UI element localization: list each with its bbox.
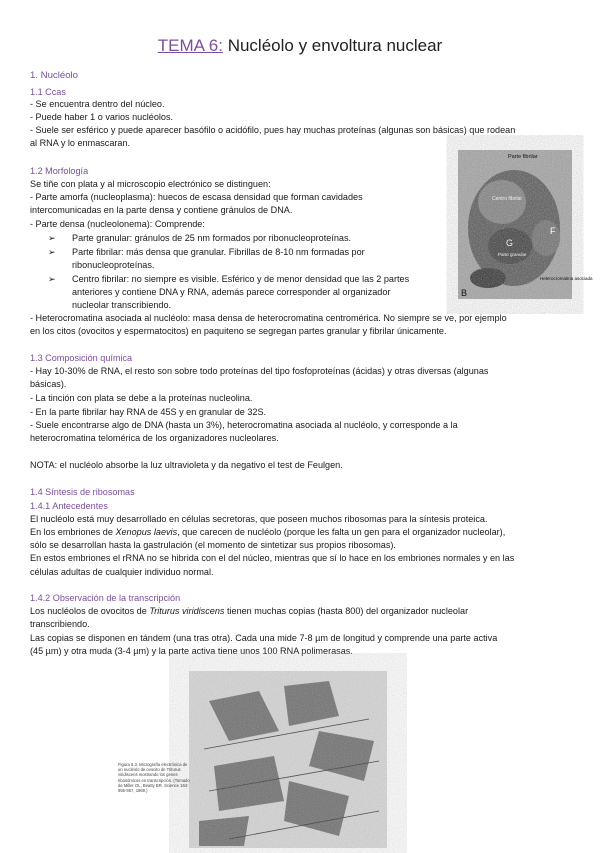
heading-antecedentes: 1.4.1 Antecedentes xyxy=(30,501,108,511)
text-line: básicas). xyxy=(30,379,67,389)
text-line: (45 µm) y otra muda (3-4 µm) y la parte activa tiene unos 100 RNA polimerasas. xyxy=(30,646,353,656)
text-line: En estos embriones el rRNA no se hibrida con el del núcleo, mientras que sí lo hace en los embriones normales y en las xyxy=(30,553,515,563)
label-f: F xyxy=(550,226,556,236)
text-line: transcribiendo. xyxy=(30,619,90,629)
note-line: NOTA: el nucléolo absorbe la luz ultravioleta y da negativo el test de Feulgen. xyxy=(30,460,343,470)
label-granular: Parte granular xyxy=(498,252,527,257)
text-line: - Parte densa (nucleolonema): Comprende: xyxy=(30,219,205,229)
text-line: Se tiñe con plata y al microscopio electrónico se distinguen: xyxy=(30,179,271,189)
heading-composicion: 1.3 Composición química xyxy=(30,353,133,363)
nucleolus-micrograph xyxy=(458,150,593,299)
label-g: G xyxy=(506,238,514,248)
arrow-bullet-icon: ➢ xyxy=(48,247,56,257)
text-line: Los nucléolos de ovocitos de Triturus viridiscens tienen muchas copias (hasta 800) del organizador nucleolar xyxy=(30,606,469,616)
text-line: sólo se desarrollan hasta la gastrulación (el momento de sintetizar sus propios ribosomas). xyxy=(30,540,396,550)
text-line: heterocromatina telomérica de los organizadores nucleolares. xyxy=(30,433,279,443)
text-line: El nucléolo está muy desarrollado en células secretoras, que poseen muchos ribosomas para la síntesis proteica. xyxy=(30,514,488,524)
transcription-micrograph xyxy=(189,671,387,848)
heading-nucleolo: 1. Nucléolo xyxy=(30,70,78,81)
text-line: - Heterocromatina asociada al nucléolo: masa densa de heterocromatina centromérica. No siempre se ve, por ejemplo xyxy=(30,313,507,323)
label-centro: Centro fibrilar xyxy=(492,196,523,202)
title-number: TEMA 6: xyxy=(157,36,223,55)
text-line: anteriores y contiene DNA y RNA, además parece corresponder al organizador xyxy=(72,287,391,297)
text-line: - Hay 10-30% de RNA, el resto son sobre todo proteínas del tipo fosfoproteínas (ácidas) y otras diversas (algunas xyxy=(30,366,489,376)
species-name: Xenopus laevis xyxy=(115,527,178,537)
text-line: - Se encuentra dentro del núcleo. xyxy=(30,99,165,109)
arrow-bullet-icon: ➢ xyxy=(48,233,56,243)
title-text: Nucléolo y envoltura nuclear xyxy=(222,36,443,55)
arrow-bullet-icon: ➢ xyxy=(48,274,56,284)
figure-caption: Figura 6.3. Micrografía electrónica de un nucléolo de ovocito de Triturus viridiscens mostrando los genes ribosómicos en transcripción. (Tomado de Miller OL, Beatty BR. Science 164: 955-957, 1969.) xyxy=(118,762,190,794)
text-line: - Suele ser esférico y puede aparecer basófilo o acidófilo, pues hay muchas proteínas (algunas son básicas) que rodean xyxy=(30,125,516,135)
text-line: en los citos (ovocitos y espermatocitos) en paquiteno se segregan partes granular y fibrilar únicamente. xyxy=(30,326,447,336)
label-fibrillar: Parte fibrilar xyxy=(508,154,538,160)
text-line: En los embriones de Xenopus laevis, que carecen de nucléolo (porque les falta un gen para el organizador nucleolar), xyxy=(30,527,506,537)
bullet-item: ➢ Parte granular: gránulos de 25 nm formados por ribonucleoproteínas. xyxy=(48,233,352,243)
text-line: - Parte amorfa (nucleoplasma): huecos de escasa densidad que forman cavidades xyxy=(30,192,363,202)
label-b: B xyxy=(461,288,468,298)
heading-sintesis: 1.4 Síntesis de ribosomas xyxy=(30,487,135,497)
text-line: al RNA y lo enmascaran. xyxy=(30,138,131,148)
bullet-item: ➢ Centro fibrilar: no siempre es visible. Esférico y de menor densidad que las 2 partes xyxy=(48,274,410,284)
label-hetero: Heterocromatina asociada xyxy=(540,276,593,281)
text-line: - La tinción con plata se debe a la proteínas nucleolina. xyxy=(30,393,253,403)
species-name: Triturus viridiscens xyxy=(149,606,225,616)
heading-ccas: 1.1 Ccas xyxy=(30,87,66,97)
text-line: Las copias se disponen en tándem (una tras otra). Cada una mide 7-8 µm de longitud y comprende una parte activa xyxy=(30,633,498,643)
heading-observacion: 1.4.2 Observación de la transcripción xyxy=(30,593,181,603)
text-line: - Suele encontrarse algo de DNA (hasta un 3%), heterocromatina asociada al nucléolo, y corresponde a la xyxy=(30,420,458,430)
heading-morfologia: 1.2 Morfología xyxy=(30,166,89,176)
text-line: - En la parte fibrilar hay RNA de 45S y en granular de 32S. xyxy=(30,407,267,417)
text-line: intercomunicadas en la parte densa y contiene gránulos de DNA. xyxy=(30,205,293,215)
bullet-item: ➢ Parte fibrilar: más densa que granular. Fibrillas de 8-10 nm formadas por xyxy=(48,247,365,257)
text-line: - Puede haber 1 o varios nucléolos. xyxy=(30,112,174,122)
text-line: células adultas de cualquier individuo normal. xyxy=(30,567,214,577)
page-title xyxy=(0,36,600,56)
text-line: nucleolar transcribiendo. xyxy=(72,300,172,310)
text-line: ribonucleoproteínas. xyxy=(72,260,155,270)
